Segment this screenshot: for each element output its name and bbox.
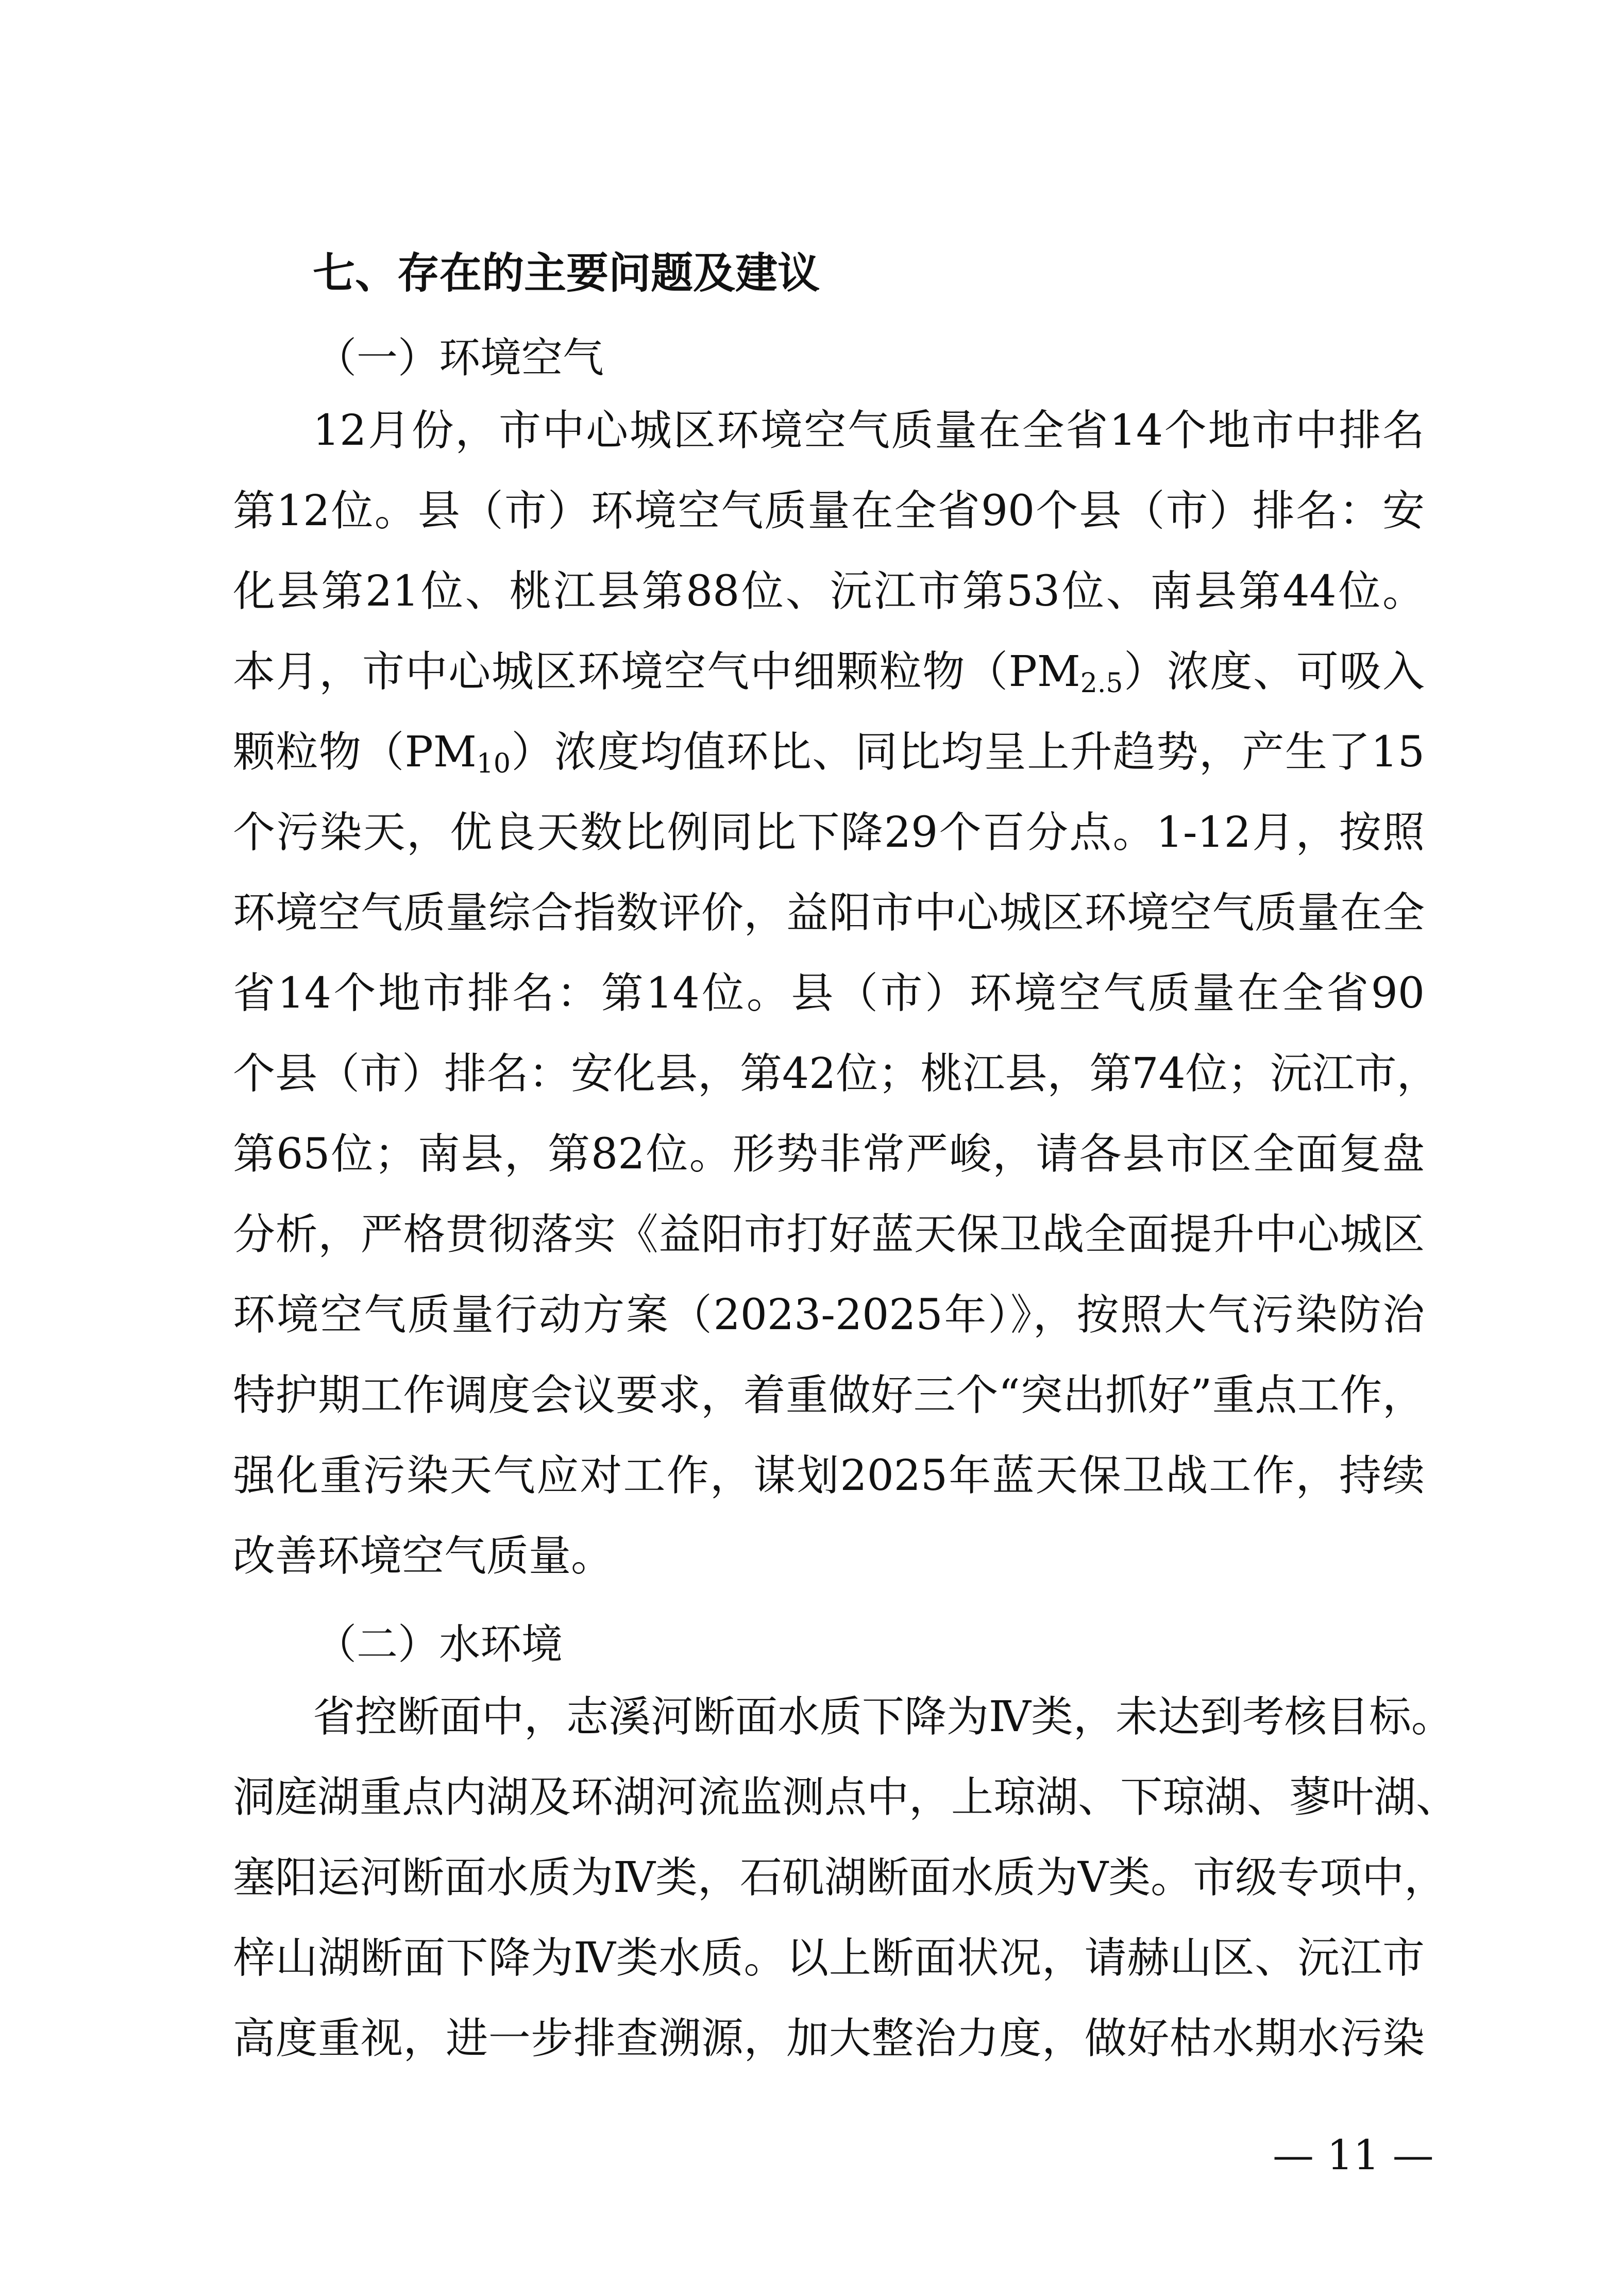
text-line [233, 1933, 1425, 1984]
text-line [233, 1531, 1425, 1582]
text-line [233, 1772, 1459, 1823]
subsection-heading: （二）水环境 [315, 1620, 563, 1668]
text-segment: 化县第21位、桃江县第88位、沅江市第53位、南县第44位。 [233, 567, 1425, 616]
text-segment: 高度重视，进一步排查溯源，加大整治力度，做好枯水期水污染 [233, 2014, 1425, 2063]
text-segment: 环境空气质量行动方案（2023-2025年）》，按照大气污染防治 [233, 1291, 1425, 1339]
text-segment: 第65位；南县，第82位。形势非常严峻，请各县市区全面复盘 [233, 1130, 1425, 1179]
text-line [313, 405, 1425, 457]
page-number: — 11 — [1273, 2131, 1434, 2179]
text-line [233, 566, 1425, 617]
text-segment: 强化重污染天气应对工作，谋划2025年蓝天保卫战工作，持续 [233, 1451, 1425, 1500]
text-segment: 12月份，市中心城区环境空气质量在全省14个地市中排名 [313, 406, 1425, 455]
text-segment: 个污染天，优良天数比例同比下降29个百分点。1-12月，按照 [233, 808, 1425, 857]
text-segment: 洞庭湖重点内湖及环湖河流监测点中，上琼湖、下琼湖、蓼叶湖、 [233, 1773, 1459, 1822]
text-line [233, 1289, 1425, 1341]
text-segment: 改善环境空气质量。 [233, 1532, 614, 1581]
text-segment: 塞阳运河断面水质为Ⅳ类，石矶湖断面水质为Ⅴ类。市级专项中， [233, 1853, 1447, 1902]
text-segment: 本月，市中心城区环境空气中细颗粒物（PM [233, 647, 1080, 696]
text-segment: 颗粒物（PM [233, 728, 477, 777]
section-heading: 七、存在的主要问题及建议 [313, 249, 820, 298]
text-segment: 个县（市）排名：安化县，第42位；桃江县，第74位；沅江市， [233, 1049, 1439, 1098]
subscript: 10 [476, 748, 511, 779]
text-line [233, 2013, 1425, 2065]
text-line [233, 1450, 1425, 1502]
text-line [233, 968, 1425, 1019]
text-line [233, 1370, 1425, 1421]
text-line [313, 1691, 1454, 1743]
text-segment: 省14个地市排名：第14位。县（市）环境空气质量在全省90 [233, 969, 1425, 1018]
text-segment: 梓山湖断面下降为Ⅳ类水质。以上断面状况，请赫山区、沅江市 [233, 1934, 1425, 1983]
text-segment: 第12位。县（市）环境空气质量在全省90个县（市）排名：安 [233, 487, 1425, 535]
text-line [233, 1048, 1439, 1100]
text-segment: ）浓度、可吸入 [1123, 647, 1425, 696]
text-line [233, 727, 1425, 778]
text-segment: ）浓度均值环比、同比均呈上升趋势，产生了15 [510, 728, 1425, 777]
subscript: 2.5 [1080, 668, 1123, 699]
text-line [233, 1129, 1425, 1180]
text-segment: 省控断面中，志溪河断面水质下降为Ⅳ类，未达到考核目标。 [313, 1692, 1454, 1741]
text-line [233, 807, 1425, 859]
text-segment: 特护期工作调度会议要求，着重做好三个“突出抓好”重点工作， [233, 1371, 1425, 1420]
text-segment: 环境空气质量综合指数评价，益阳市中心城区环境空气质量在全 [233, 889, 1425, 937]
text-segment: 分析，严格贯彻落实《益阳市打好蓝天保卫战全面提升中心城区 [233, 1210, 1425, 1259]
text-line [233, 887, 1425, 939]
subsection-heading: （一）环境空气 [315, 334, 604, 382]
text-line [233, 1852, 1447, 1904]
text-line [233, 646, 1425, 698]
text-line [233, 485, 1425, 537]
text-line [233, 1209, 1425, 1261]
